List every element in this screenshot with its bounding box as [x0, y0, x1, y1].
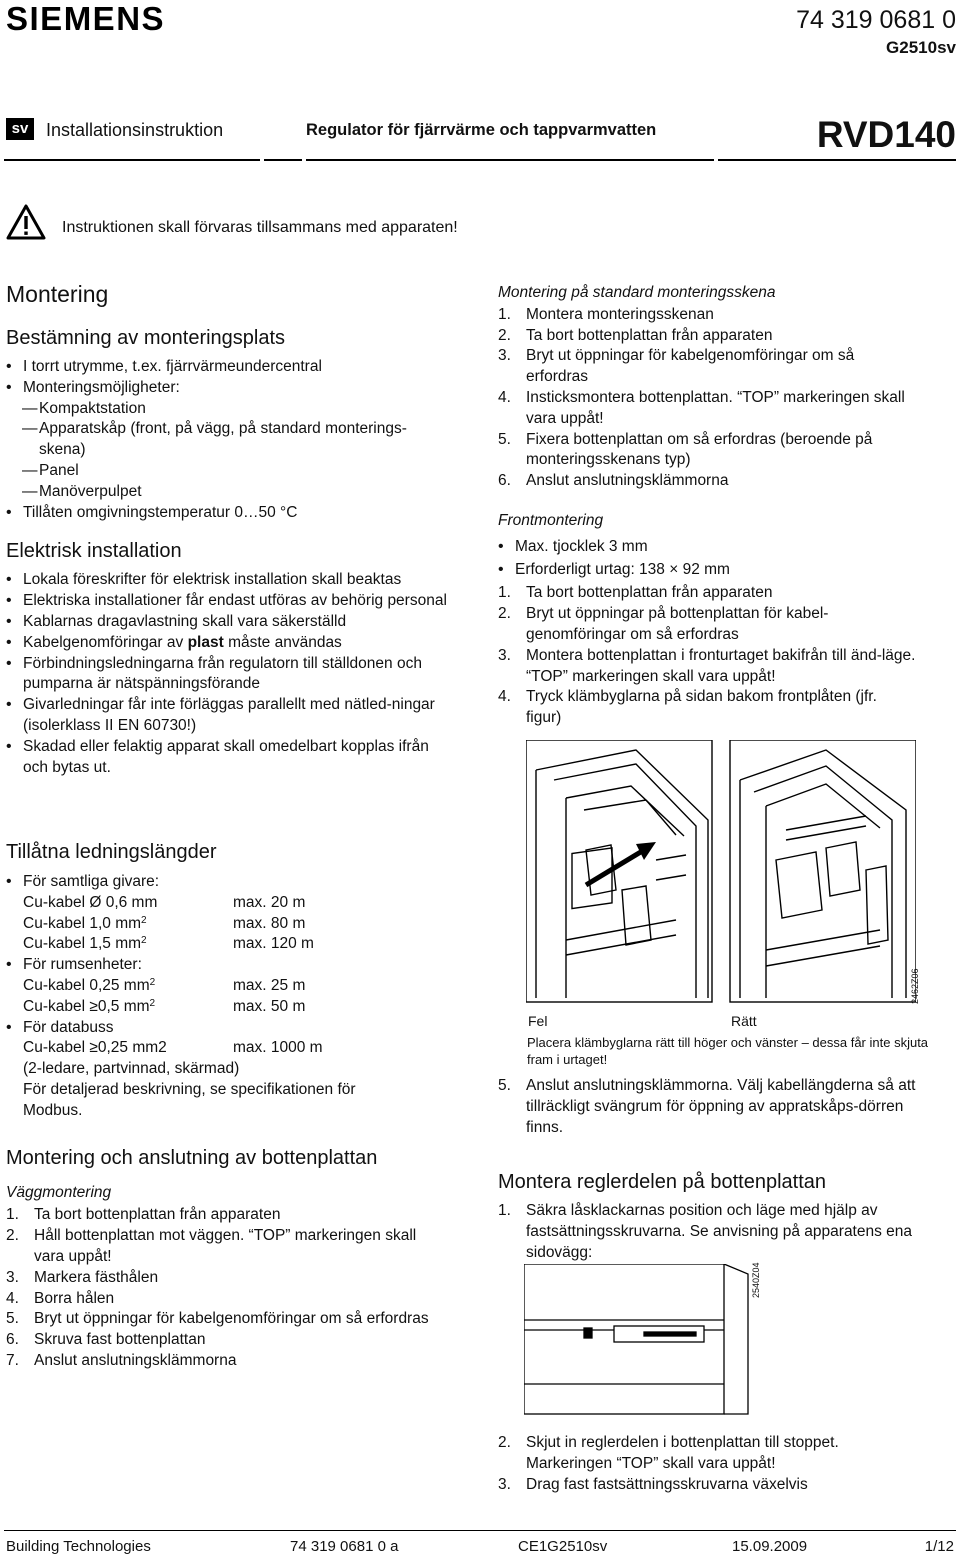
superscript: 2 — [141, 914, 147, 926]
section-title-mount: Montera reglerdelen på bottenplattan — [498, 1171, 827, 1194]
figure-caption: Placera klämbyglarna rätt till höger och vänster – dessa får inte skjuta fram i urtaget! — [527, 1035, 929, 1067]
step-text: Anslut anslutningsklämmorna — [34, 1351, 237, 1369]
cable-max: max. 80 m — [233, 914, 306, 932]
device-side-figure — [524, 1264, 760, 1420]
cable-spec-text: Cu-kabel ≥0,5 mm — [23, 997, 150, 1015]
step-item — [498, 1201, 938, 1263]
step-item — [498, 604, 928, 646]
step-text: Håll bottenplattan mot väggen. “TOP” markeringen skall vara uppåt! — [34, 1227, 417, 1265]
section-title-lengths: Tillåtna ledningslängder — [6, 841, 217, 863]
footer-date: 15.09.2009 — [732, 1538, 808, 1555]
list-item: — Manöverpulpet — [6, 482, 466, 503]
cable-row — [6, 893, 466, 914]
step-text: Säkra låsklackarnas position och läge med hjälp av fastsättningsskruvarna. Se anvisning på apparatens ena sidovägg: — [526, 1202, 913, 1261]
wall-steps — [6, 1205, 446, 1371]
cable-max: max. 1000 m — [233, 1039, 323, 1057]
step-item — [6, 1351, 446, 1372]
step-item — [6, 1289, 446, 1310]
step-number: 2. — [498, 605, 511, 623]
step-item — [498, 471, 938, 492]
cable-max: max. 120 m — [233, 935, 314, 953]
step-item — [498, 583, 928, 604]
step-text: Ta bort bottenplattan från apparaten — [526, 326, 773, 344]
rail-steps — [498, 305, 938, 492]
cable-spec: Cu-kabel ≥0,25 mm2 — [23, 1039, 167, 1057]
header-rule — [4, 159, 260, 161]
list-item-text: måste användas — [223, 633, 342, 651]
section-title-placement: Bestämning av monteringsplats — [6, 327, 286, 349]
step-item — [498, 430, 938, 472]
header-rule — [718, 159, 956, 161]
mount-steps — [498, 1201, 938, 1263]
cable-row — [6, 1038, 466, 1059]
step-item — [498, 1475, 938, 1496]
footer-division: Building Technologies — [6, 1538, 151, 1555]
list-item: • Förbindningsledningarna från regulatorn till ställdonen och pumparna är nätspänningsförande — [6, 654, 456, 696]
step-number: 3. — [498, 347, 511, 365]
front-steps — [498, 583, 928, 729]
step-number: 4. — [6, 1289, 19, 1307]
cable-spec-text: Cu-kabel 1,0 mm — [23, 914, 142, 932]
list-item-bold: plast — [187, 633, 224, 651]
step-number: 1. — [498, 1202, 511, 1220]
step-item — [498, 687, 928, 729]
step-item — [498, 1433, 938, 1475]
step-item — [498, 326, 938, 347]
subsection-title-wall: Väggmontering — [6, 1183, 112, 1201]
footer-page: 1/12 — [924, 1538, 954, 1555]
mounting-options-list — [6, 399, 466, 503]
right-column-lower — [498, 1076, 938, 1264]
cable-row — [6, 976, 466, 997]
list-item: • I torrt utrymme, t.ex. fjärrvärmeundercentral — [6, 357, 466, 378]
step-text: Fixera bottenplattan om så erfordras (beroende på monteringsskenans typ) — [526, 430, 873, 469]
footer-doc-number: 74 319 0681 0 a — [290, 1538, 399, 1555]
list-item-text: skena) — [39, 441, 86, 459]
warning-triangle-icon — [6, 204, 46, 240]
step-number: 6. — [6, 1331, 19, 1349]
step-text: Ta bort bottenplattan från apparaten — [34, 1206, 281, 1224]
step-item — [6, 1268, 446, 1289]
superscript: 2 — [149, 976, 156, 988]
cable-max: max. 50 m — [233, 997, 306, 1015]
document-code: G2510sv — [886, 38, 956, 57]
step-text: Insticksmontera bottenplattan. “TOP” markeringen skall vara uppåt! — [526, 388, 905, 427]
footer-code: CE1G2510sv — [518, 1538, 608, 1555]
figure-label-wrong: Fel — [528, 1013, 548, 1029]
bus-note: (2-ledare, partvinnad, skärmad) — [23, 1060, 240, 1078]
step-number: 5. — [498, 1077, 511, 1094]
lengths-list — [6, 872, 466, 893]
step-text: Skruva fast bottenplattan — [34, 1331, 206, 1349]
cable-spec — [23, 914, 233, 935]
step-text: Anslut anslutningsklämmorna — [526, 472, 729, 490]
step-text: Borra hålen — [34, 1289, 115, 1307]
step-number: 3. — [6, 1268, 19, 1286]
step-text: Bryt ut öppningar för kabelgenomföringar om så erfordras — [34, 1310, 429, 1328]
section-title-montering: Montering — [6, 281, 109, 307]
right-column-end — [498, 1433, 938, 1495]
step-text: Ta bort bottenplattan från apparaten — [526, 584, 773, 602]
language-badge: sv — [6, 118, 34, 140]
list-item: • För samtliga givare: — [6, 872, 466, 893]
footer-rule — [4, 1530, 956, 1531]
cable-row — [6, 914, 466, 935]
step-text: Drag fast fastsättningsskruvarna växelvis — [526, 1475, 808, 1493]
front-bullets — [498, 537, 938, 581]
step-text: Markera fästhålen — [34, 1268, 159, 1286]
superscript: 2 — [141, 935, 147, 947]
list-item-text: Monteringsmöjligheter: — [23, 378, 180, 396]
list-item: • Tillåten omgivningstemperatur 0…50 °C — [6, 503, 466, 524]
list-item — [6, 633, 456, 654]
list-item: • Max. tjocklek 3 mm — [498, 537, 938, 558]
figure-label-right: Rätt — [731, 1013, 757, 1029]
list-item: • Givarledningar får inte förläggas parallellt med nätled-ningar (isolerklass II EN 60730!) — [6, 695, 456, 737]
cable-spec — [23, 997, 233, 1018]
step-item — [498, 646, 928, 688]
mount-steps-cont — [498, 1433, 938, 1495]
right-column — [498, 283, 938, 729]
cable-max: max. 25 m — [233, 976, 306, 994]
step-number: 3. — [498, 1475, 511, 1493]
cable-spec-text: Cu-kabel 1,5 mm — [23, 935, 142, 953]
list-item: • För databuss — [6, 1018, 466, 1039]
figure-code: 2540Z04 — [751, 1262, 761, 1298]
step-number: 4. — [498, 688, 511, 706]
cable-spec-text: Cu-kabel 0,25 mm — [23, 976, 150, 994]
step-text: Montera bottenplattan i fronturtaget bakifrån till änd-läge. “TOP” markeringen skall vara uppåt! — [526, 646, 916, 685]
step-text: Bryt ut öppningar för kabelgenomföringar om så erfordras — [526, 347, 855, 386]
placement-list — [6, 357, 466, 399]
step-number: 7. — [6, 1351, 19, 1369]
list-item — [6, 378, 466, 399]
left-column-lower — [6, 840, 466, 1372]
front-steps-cont — [498, 1076, 938, 1138]
cable-row — [6, 997, 466, 1018]
list-item: • Erforderligt urtag: 138 × 92 mm — [498, 560, 938, 581]
electrical-list — [6, 570, 456, 778]
step-item — [498, 305, 938, 326]
document-number: 74 319 0681 0 — [796, 6, 956, 34]
list-item: • Lokala föreskrifter för elektrisk installation skall beaktas — [6, 570, 456, 591]
step-number: 2. — [498, 326, 511, 344]
list-item: — Panel — [6, 461, 466, 482]
step-text: Skjut in reglerdelen i bottenplattan till stoppet. Markeringen “TOP” skall vara uppåt! — [526, 1434, 839, 1472]
step-item — [6, 1226, 446, 1268]
cable-spec — [23, 976, 233, 997]
cable-spec — [23, 934, 233, 955]
step-item — [498, 388, 938, 430]
step-item — [498, 346, 938, 388]
step-number: 3. — [498, 646, 511, 664]
figure-code: 2462Z06 — [910, 968, 920, 1004]
product-name: Regulator för fjärrvärme och tappvarmvatten — [306, 121, 657, 139]
step-number: 6. — [498, 472, 511, 490]
list-item: • Skadad eller felaktig apparat skall omedelbart kopplas ifrån och bytas ut. — [6, 737, 456, 779]
step-text: Tryck klämbyglarna på sidan bakom frontplåten (jfr. figur) — [526, 688, 877, 727]
list-item — [6, 419, 466, 461]
step-number: 2. — [6, 1227, 19, 1245]
step-text: Bryt ut öppningar på bottenplattan för kabel-genomföringar om så erfordras — [526, 605, 829, 643]
step-number: 1. — [498, 584, 511, 602]
header-rule — [306, 159, 714, 161]
siemens-logo: SIEMENS — [6, 0, 166, 37]
step-number: 1. — [498, 305, 511, 323]
step-item — [6, 1205, 446, 1226]
subsection-title-rail: Montering på standard monteringsskena — [498, 284, 776, 301]
placement-list-cont — [6, 503, 466, 524]
superscript: 2 — [149, 997, 156, 1009]
bus-note: För detaljerad beskrivning, se specifikationen för — [23, 1080, 356, 1098]
list-item: • Elektriska installationer får endast utföras av behörig personal — [6, 591, 456, 612]
section-title-electrical: Elektrisk installation — [6, 540, 182, 563]
list-item: • För rumsenheter: — [6, 955, 466, 976]
header-rule — [264, 159, 302, 161]
bus-note: Modbus. — [23, 1101, 83, 1119]
step-number: 2. — [498, 1434, 511, 1451]
step-number: 5. — [498, 430, 511, 448]
subsection-title-front: Frontmontering — [498, 511, 604, 529]
step-number: 1. — [6, 1206, 19, 1224]
step-text: Montera monteringsskenan — [526, 305, 714, 323]
left-column — [6, 280, 466, 778]
step-number: 5. — [6, 1310, 19, 1328]
list-item-text: Kabelgenomföringar av — [23, 633, 188, 651]
step-text: Anslut anslutningsklämmorna. Välj kabellängderna så att tillräckligt svängrum för öppning av appratskåps-dörren finns. — [526, 1077, 916, 1136]
model-number: RVD140 — [816, 114, 956, 155]
warning-text: Instruktionen skall förvaras tillsammans med apparaten! — [62, 219, 458, 236]
step-item — [6, 1309, 446, 1330]
document-type: Installationsinstruktion — [46, 120, 224, 140]
list-item: — Kompaktstation — [6, 399, 466, 420]
lengths-list — [6, 1018, 466, 1039]
lengths-list — [6, 955, 466, 976]
list-item: • Kablarnas dragavlastning skall vara säkerställd — [6, 612, 456, 633]
cable-spec: Cu-kabel Ø 0,6 mm — [23, 893, 158, 911]
step-item — [498, 1076, 938, 1138]
step-item — [6, 1330, 446, 1351]
step-number: 4. — [498, 388, 511, 406]
cable-max: max. 20 m — [233, 893, 306, 911]
clamp-placement-figure — [526, 740, 916, 1008]
cable-row — [6, 934, 466, 955]
list-item-text: Apparatskåp (front, på vägg, på standard monterings- — [39, 420, 407, 438]
section-title-baseplate: Montering och anslutning av bottenplattan — [6, 1146, 378, 1169]
